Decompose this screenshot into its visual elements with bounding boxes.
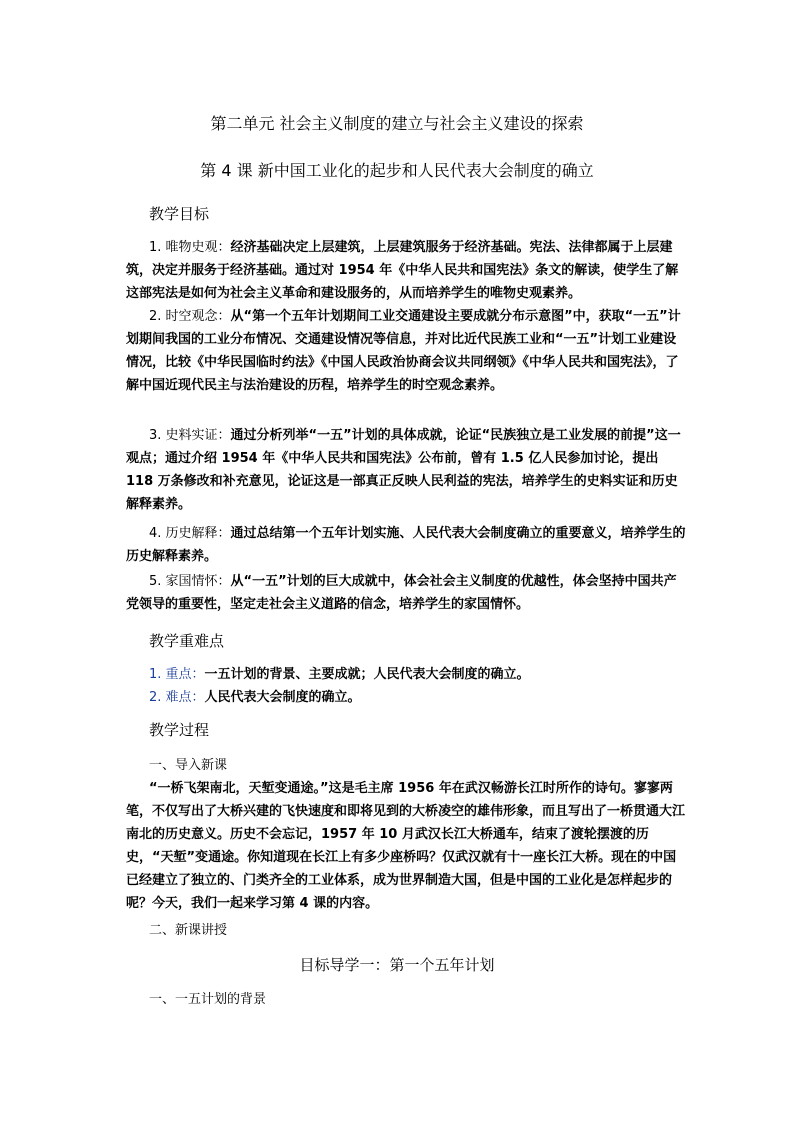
goal-item-4 [126,522,686,568]
goal-guide-title: 目标导学一：第一个五年计划 [299,956,495,974]
intro-paragraph [126,777,686,915]
intro-text: “一桥飞架南北，天堑变通途。”这是毛主席 1956 年在武汉畅游长江时所作的诗句。寥寥两笔，不仅写出了大桥兴建的飞快速度和即将见到的大桥凌空的雄伟形象，而且写出了一桥贯通大江南北的历史意义。历史不会忘记，1957 年 10 月武汉长江大桥通车，结束了渡轮摆渡的历史，“天堑”变通途。你知道现在长江上有多少座桥吗？仅武汉就有十一座长江大桥。现在的中国已经建立了独立的、门类齐全的工业体系，成为世界制造大国，但是中国的工业化是怎样起步的呢？今天，我们一起来学习第 4 课的内容。 [126,781,686,911]
keypoint-label: 2. 难点： [149,690,205,705]
intro-heading: 一、导入新课 [149,758,228,773]
keypoint-item-2 [126,686,686,709]
goal-text: 从“第一个五年计划期间工业交通建设主要成就分布示意图”中，获取“一五”计划期间我国的工业分布情况、交通建设情况等信息，并对比近代民族工业和“一五”计划工业建设情况，比较《中华民国临时约法》《中国人民政治协商会议共同纲领》《中华人民共和国宪法》，了解中国近现代民主与法治建设的历程，培养学生的时空观念素养。 [126,309,681,393]
goal-item-5 [126,570,686,616]
goal-label: 1. 唯物史观： [149,240,231,255]
keypoint-item-1 [126,663,686,686]
goal-label: 2. 时空观念： [149,309,231,324]
background-subheading: 一、一五计划的背景 [149,992,267,1007]
keypoint-text: 一五计划的背景、主要成就；人民代表大会制度的确立。 [204,667,530,682]
unit-title: 第二单元 社会主义制度的建立与社会主义建设的探索 [210,114,584,133]
goal-item-3 [126,424,686,516]
goal-text: 通过分析列举“一五”计划的具体成就，论证“民族独立是工业发展的前提”这一观点；通过介绍 1954 年《中华人民共和国宪法》公布前，曾有 1.5 亿人民参加讨论，提出 118 万条修改和补充意见，论证这是一部真正反映人民利益的宪法，培养学生的史料实证和历史解释素养。 [126,428,681,512]
section-goals-heading: 教学目标 [149,205,210,223]
goal-label: 4. 历史解释： [149,526,231,541]
goal-text: 经济基础决定上层建筑，上层建筑服务于经济基础。宪法、法律都属于上层建筑，决定并服务于经济基础。通过对 1954 年《中华人民共和国宪法》条文的解读，使学生了解这部宪法是如何为社会主义革命和建设服务的，从而培养学生的唯物史观素养。 [126,240,679,301]
goal-label: 3. 史料实证： [149,428,231,443]
section-keypoints-heading: 教学重难点 [149,632,225,650]
goal-item-2 [126,305,686,397]
lesson-title: 第 4 课 新中国工业化的起步和人民代表大会制度的确立 [200,161,594,180]
goal-text: 通过总结第一个五年计划实施、人民代表大会制度确立的重要意义，培养学生的历史解释素养。 [126,526,686,564]
goal-item-1 [126,236,686,305]
new-lesson-heading: 二、新课讲授 [149,923,228,938]
goal-label: 5. 家国情怀： [149,574,231,589]
section-process-heading: 教学过程 [149,721,210,739]
keypoint-text: 人民代表大会制度的确立。 [204,690,361,705]
keypoint-label: 1. 重点： [149,667,205,682]
goal-text: 从“一五”计划的巨大成就中，体会社会主义制度的优越性，体会坚持中国共产党领导的重要性，坚定走社会主义道路的信念，培养学生的家国情怀。 [126,574,677,612]
